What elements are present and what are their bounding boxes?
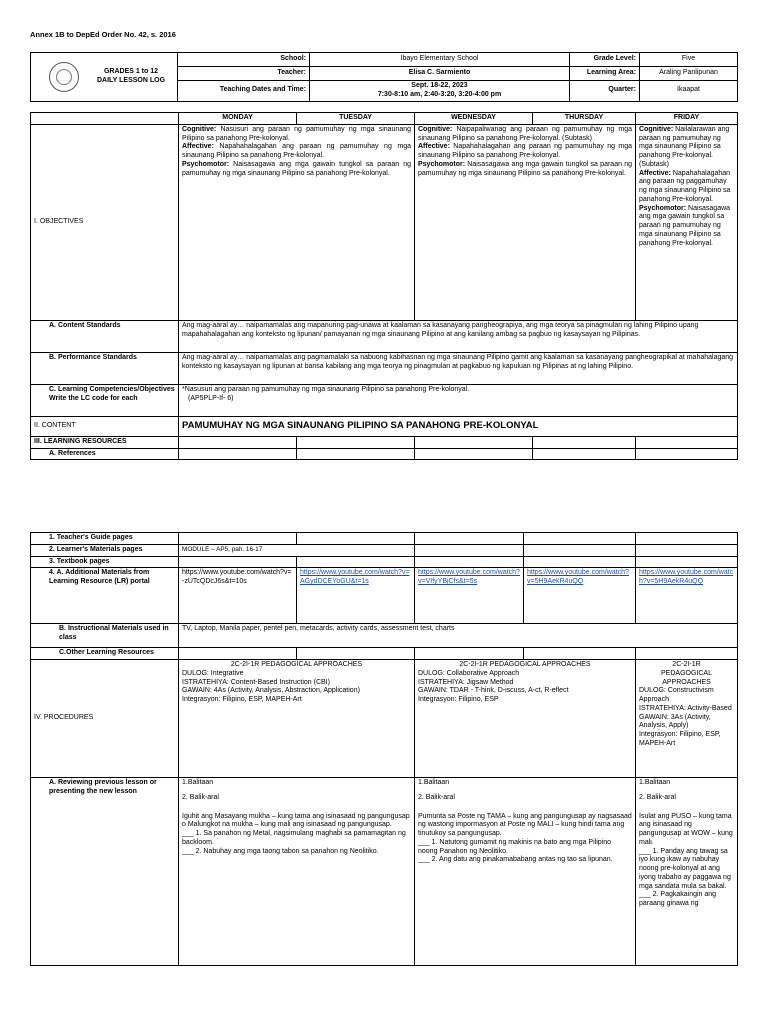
other-resources-label: C.Other Learning Resources	[31, 648, 179, 660]
rev-wed-q2: ___ 2. Ang datu ang pinakamababang antas ng tao sa lipunan.	[418, 856, 613, 864]
obj-wed-psy: Naisasagawa ang mga gawain tungkol sa paraan ng pamumuhay ng mga sinaunang Pilipino sa panahong Pre-kolonyal.	[418, 160, 632, 177]
obj-mon-psy-key: Psychomotor:	[182, 160, 230, 168]
performance-standards-text: Ang mag-aaral ay… naipamamalas ang pagmamalaki sa nabuong kabihasnan ng mga sinaunang Pilipino gamit ang kaalaman sa kasanayang pangheograpikal at mahahalagang konteksto ng kasaysayan ng lipunan at bansa kabilang ang mga teorya ng pinagmulan at pagkabuo ng kapuluan ng Pilipinas at ng lahing Pilipino.	[179, 352, 738, 384]
obj-mon-cog-key: Cognitive:	[182, 125, 217, 133]
content-title: PAMUMUHAY NG MGA SINAUNANG PILIPINO SA PANAHONG PRE-KOLONYAL	[182, 420, 539, 432]
school-label: School:	[178, 53, 310, 67]
grades-label: GRADES 1 to 12	[103, 68, 159, 75]
rev-fri-q2: ___ 2. Pagkakaingin ang paraang ginawa ng	[639, 891, 717, 907]
rev-wed-instruction: Pumunta sa Poste ng TAMA – kung ang pangungusap ay nagsasaad ng wastong impormasyon at Poste ng MALI – kung hindi tama ang tinutukoy sa pangungusap.	[418, 812, 632, 837]
learning-resources-label: III. LEARNING RESOURCES	[31, 436, 179, 448]
obj-fri-cog-key: Cognitive:	[639, 125, 674, 133]
performance-standards-label: B. Performance Standards	[31, 352, 179, 384]
rev-mon-instruction: Iguhit ang Masayang mukha – kung tama ang isinasaad ng pangungusap o Malungkot na mukha – kung mali ang isinasaad ng pangungusap.	[182, 812, 410, 829]
quarter-label: Quarter:	[570, 81, 640, 102]
grade-level-label: Grade Level:	[570, 53, 640, 67]
textbook-label: 3. Textbook pages	[31, 556, 179, 568]
procedures-label: IV. PROCEDURES	[31, 660, 179, 778]
objectives-label: I. OBJECTIVES	[31, 124, 179, 320]
learning-area-value: Araling Panlipunan	[640, 67, 738, 81]
link-wednesday[interactable]: https://www.youtube.com/watch?v=VIfyYBjCfs&t=5s	[415, 568, 524, 624]
obj-wed-aff-key: Affective:	[418, 143, 450, 151]
rev-wed-q1: ___ 1. Natutong gumamit ng makinis na bato ang mga Pilipino noong Panahon ng Neolitiko.	[418, 838, 612, 855]
obj-mon-psy: Naisasagawa ang mga gawain tungkol sa paraan ng pamumuhay ng mga sinaunang Pilipino sa panahong Pre-kolonyal.	[182, 160, 411, 177]
header-logo-cell	[31, 53, 178, 102]
competencies-cell	[179, 384, 738, 416]
obj-wed-cog-key: Cognitive:	[418, 125, 453, 133]
learners-materials-value: MODULE – AP5, pah. 16-17	[179, 544, 415, 556]
reviewing-wed-thu	[415, 778, 636, 966]
obj-mon-aff: Napahahalagahan ang paraan ng pamumuhay ng mga sinaunang Pilipino sa panahong Pre-kolonyal.	[182, 143, 411, 159]
obj-mon-aff-key: Affective:	[182, 143, 214, 151]
references-label: A. References	[31, 448, 179, 460]
competencies-code: (AP5PLP-If- 6)	[188, 394, 234, 402]
reviewing-mon-tue	[179, 778, 415, 966]
rev-mon-q1: ___ 1. Sa panahon ng Metal, nagsimulang maghabi sa pamamagitan ng backloom.	[182, 830, 406, 846]
rev-mon-balik-aral: 2. Balik-aral	[182, 793, 219, 801]
content-standards-text: Ang mag-aaral ay… naipamamalas ang mapanuring pag-unawa at kaalaman sa kasanayang pangheograpiya, ang mga teorya sa pinagmulan ng lahing Pilipino upang mapahahalagahan ang konteksto ng lipunan/ pamayanan ng mga sinaunang Pilipino at ang kanilang ambag sa pagbuo ng kasaysayan ng Pilipinas.	[179, 320, 738, 352]
rev-fri-balitaan: 1.Balitaan	[639, 779, 671, 786]
proc-wed-title: 2C-2I-1R PEDAGOGICAL APPROACHES	[459, 661, 591, 668]
content-standards-label: A. Content Standards	[31, 320, 179, 352]
reviewing-label: A. Reviewing previous lesson or presenting the new lesson	[31, 778, 179, 966]
obj-wed-psy-key: Psychomotor:	[418, 160, 466, 168]
lesson-table-page2	[30, 532, 738, 966]
obj-wed-cog: Naipapaliwanag ang paraan ng pamumuhay ng mga sinaunang Pilipino sa panahong Pre-kolonyal. (Subtask)	[418, 125, 632, 142]
competencies-text: *Nasusuri ang paraan ng pamumuhay ng mga sinaunang Pilipino sa panahong Pre-kolonyal.	[182, 385, 470, 393]
procedures-fri	[636, 660, 738, 778]
time-line: 7:30-8:10 am, 2:40-3:20, 3:20-4:00 pm	[377, 90, 502, 98]
link-thursday[interactable]: https://www.youtube.com/watch?v=5H9AekR4uQQ	[524, 568, 636, 624]
learning-area-label: Learning Area:	[570, 67, 640, 81]
content-text-cell	[179, 416, 738, 436]
procedures-wed-thu	[415, 660, 636, 778]
obj-fri-psy-key: Psychomotor:	[639, 204, 687, 212]
school-value: Ibayo Elementary School	[310, 53, 570, 67]
rev-wed-balik-aral: 2. Balik-aral	[418, 793, 455, 801]
link-friday[interactable]: https://www.youtube.com/watch?v=5H9AekR4uQQ	[636, 568, 738, 624]
dates-label: Teaching Dates and Time:	[178, 81, 310, 102]
dates-line: Sept. 18-22, 2023	[411, 82, 468, 89]
link-monday[interactable]: https://www.youtube.com/watch?v=-zUTcQDcJ6s&t=10s	[179, 568, 297, 624]
content-label: II. CONTENT	[31, 416, 179, 436]
annex-label: Annex 1B to DepEd Order No. 42, s. 2016	[30, 30, 176, 39]
additional-materials-label: 4. A. Additional Materials from Learning Resource (LR) portal	[31, 568, 179, 624]
grade-level-value: Five	[640, 53, 738, 67]
header-table	[30, 52, 738, 102]
day-tuesday: TUESDAY	[297, 113, 415, 125]
proc-wed-lines: DULOG: Collaborative Approach ISTRATEHIYA: Jigsaw Method GAWAIN: TDAR - T-hink, D-iscuss, A-ct, R-eflect Integrasyon: Filipino, ESP	[418, 669, 569, 703]
competencies-label: C. Learning Competencies/Objectives Write the LC code for each	[31, 384, 179, 416]
objectives-fri	[636, 124, 738, 320]
proc-mon-lines: DULOG: Integrative ISTRATEHIYA: Content-Based Instruction (CBI) GAWAIN: 4As (Activity, Analysis, Abstraction, Application) Integrasyon: Filipino, ESP, MAPEH-Art	[182, 669, 360, 703]
rev-fri-q1: ___ 1. Panday ang tawag sa iyo kung ikaw ay nabuhay noong pre-kolonyal at ang iyong trabaho ay paggawa ng mga sandata mula sa bakal.	[639, 847, 731, 890]
instructional-materials-label: B. Instructional Materials used in class	[31, 624, 179, 648]
day-wednesday: WEDNESDAY	[415, 113, 533, 125]
rev-mon-balitaan: 1.Balitaan	[182, 779, 214, 786]
rev-wed-balitaan: 1.Balitaan	[418, 779, 450, 786]
proc-fri-title: 2C-2I-1R PEDAGOGICAL APPROACHES	[661, 661, 712, 686]
instructional-materials-value: TV, Laptop, Manila paper, pentel pen, metacards, activity cards, assessment test, charts	[179, 624, 738, 648]
corner-cell	[31, 113, 179, 125]
deped-seal-icon	[49, 62, 79, 92]
obj-fri-aff: Napahahalagahan ang paraan ng paggamuhay ng mga sinaunang Pilipino sa panahong Pre-kolonyal.	[639, 169, 731, 203]
day-monday: MONDAY	[179, 113, 297, 125]
lesson-table-page1	[30, 112, 738, 460]
objectives-wed-thu	[415, 124, 636, 320]
dates-value	[310, 81, 570, 102]
obj-fri-cog: Nailalarawan ang paraan ng pamumuhay ng mga sinaunang Pilipino sa panahong Pre-kolonyal. (Subtask)	[639, 125, 730, 168]
reviewing-fri	[636, 778, 738, 966]
link-tuesday[interactable]: https://www.youtube.com/watch?v=AGydDCEYoGU&t=1s	[297, 568, 415, 624]
day-thursday: THURSDAY	[533, 113, 636, 125]
learners-materials-label: 2. Learner's Materials pages	[31, 544, 179, 556]
rev-mon-q2: ___ 2. Nabuhay ang mga taong tabon sa panahon ng Neolitiko.	[182, 847, 379, 855]
daily-log-label: DAILY LESSON LOG	[96, 76, 166, 84]
day-friday: FRIDAY	[636, 113, 738, 125]
proc-mon-title: 2C-2I-1R PEDAGOGICAL APPROACHES	[230, 661, 363, 668]
obj-wed-aff: Napahahalagahan ang paraan ng pamumuhay ng mga sinaunang Pilipino sa panahong Pre-kolonyal.	[418, 143, 632, 159]
obj-fri-aff-key: Affective:	[639, 169, 671, 177]
obj-fri-psy: Naisasagawa ang mga gawain tungkol sa paraan ng pamumuhay ng mga sinaunang Pilipino sa panahong Pre-kolonyal.	[639, 204, 731, 247]
teachers-guide-label: 1. Teacher's Guide pages	[31, 533, 179, 545]
procedures-mon-tue	[179, 660, 415, 778]
quarter-value: Ikaapat	[640, 81, 738, 102]
rev-fri-instruction: Isulat ang PUSO – kung tama ang isinasaad ng pangungusap at WOW – kung mali.	[639, 812, 733, 846]
teacher-value: Elisa C. Sarmiento	[310, 67, 570, 81]
rev-fri-balik-aral: 2. Balik-aral	[639, 793, 676, 801]
teacher-label: Teacher:	[178, 67, 310, 81]
obj-mon-cog: Nasusuri ang paraan ng pamumuhay ng mga sinaunang Pilipino sa panahong Pre-kolonyal.	[182, 125, 411, 142]
objectives-mon-tue	[179, 124, 415, 320]
proc-fri-lines: DULOG: Constructivism Approach ISTRATEHIYA: Activity-Based GAWAIN: 3As (Activity, Analysis, Apply) Integrasyon: Filipino, ESP, MAPEH-Art	[639, 687, 732, 747]
